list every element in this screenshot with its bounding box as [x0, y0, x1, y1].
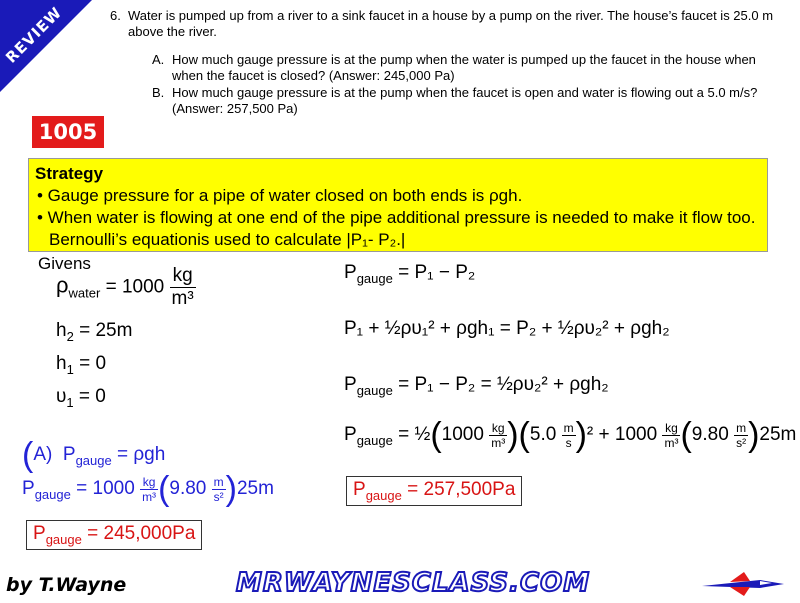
problem-code-badge: 1005 [32, 116, 104, 148]
part-a-eq2-g: 9.80 [169, 478, 207, 500]
part-a-line-2: $P_{gauge} = 1000$ $\frac{kg}{\text{m³}}$ (9.80 $\frac{m}{\text{s²}}$ )25m [22, 470, 274, 508]
part-b-answer: = 257,500Pa [407, 479, 516, 500]
rho-unit-den: m³ [171, 288, 194, 309]
part-a-answer-box: $P_{gauge} = 245,000Pa$ [26, 520, 202, 550]
given-h2: $h_2 = 25m$ [56, 320, 133, 344]
part-a-eq1: = ρgh [117, 444, 166, 466]
part-a-work-label: A) [33, 444, 53, 466]
author-credit: by T.Wayne [6, 574, 127, 596]
jet-icon [700, 570, 790, 603]
part-b-label: B. [152, 85, 165, 100]
given-v1: $\upsilon_1 = 0$ [56, 386, 106, 410]
right-eq-4-g: 9.80 [691, 424, 729, 446]
part-a-text: How much gauge pressure is at the pump when the water is pumped up the faucet in the house when when the faucet is closed? (Answer: 245,000 Pa) [172, 52, 756, 83]
v1-value: = 0 [78, 386, 106, 407]
right-eq-3: $P_{gauge} = P_1 - P_2$ = ½ρυ₂² + ρgh₂ [344, 374, 609, 398]
right-eq-1-text: = P₁ − P₂ [398, 262, 476, 283]
right-eq-4-rho: + 1000 [598, 424, 658, 446]
part-b-text: How much gauge pressure is at the pump when the faucet is open and water is flowing out a 5.0 m/s? (Answer: 257,500 Pa) [172, 85, 758, 116]
problem-number: 6. [110, 8, 121, 23]
given-h1: $h_1 = 0$ [56, 353, 107, 377]
part-a-answer: = 245,000Pa [87, 523, 196, 544]
h1-value: = 0 [79, 353, 107, 374]
part-b-question [152, 85, 780, 117]
right-eq-3-text: = P₁ − P₂ = ½ρυ₂² + ρgh₂ [398, 374, 609, 395]
strategy-bullet-1: • Gauge pressure for a pipe of water closed on both ends is ρgh. [37, 186, 523, 205]
right-eq-4-h: 25m [759, 424, 797, 446]
right-eq-2: P₁ + ½ρυ₁² + ρgh₁ = P₂ + ½ρυ₂² + ρgh₂ [344, 318, 670, 339]
rho-unit [170, 265, 196, 310]
given-density [56, 265, 196, 310]
part-b-answer-box: $P_{gauge} = 257,500Pa$ [346, 476, 522, 506]
strategy-title: Strategy [35, 164, 104, 183]
site-logo: MRWAYNESCLASS.COM [236, 568, 591, 598]
h2-value: = 25m [79, 320, 133, 341]
rho-subscript: water [68, 285, 101, 301]
part-a-question [152, 52, 780, 84]
part-a-line-1: (A) $P_{gauge} = \rho gh$ [22, 436, 166, 474]
rho-value: = 1000 [105, 276, 165, 298]
right-eq-1: $P_{gauge} = P_1 - P_2$ [344, 262, 476, 286]
part-a-eq2-h: 25m [236, 478, 274, 500]
rho-symbol: ρ [56, 272, 69, 298]
right-eq-4-val: 1000 [441, 424, 484, 446]
part-a-label: A. [152, 52, 165, 67]
strategy-bullet-2: • When water is flowing at one end of the pipe additional pressure is needed to make it flow too. Bernoulli’s equationis used to calculate |P₁- P₂.| [37, 208, 756, 249]
review-label: REVIEW [2, 3, 66, 67]
rho-unit-num: kg [170, 265, 196, 288]
part-a-eq2-value: = 1000 [76, 478, 135, 500]
problem-text: Water is pumped up from a river to a sink faucet in a house by a pump on the river. The house’s faucet is 25.0 m above the river. [128, 8, 774, 39]
right-eq-4-v: 5.0 [529, 424, 557, 446]
right-eq-4: $P_{gauge}$ = ½(1000 $\frac{kg}{\text{m³}}$ )(5.0 $\frac{m}{s}$ )² + 1000 $\frac{kg}{\text{m³}}$ (9.80 $\frac{m}{\text{s²}}$ )25m [344, 416, 797, 454]
problem-statement [110, 8, 790, 40]
strategy-box [28, 158, 768, 252]
givens-title: Givens [38, 254, 91, 273]
